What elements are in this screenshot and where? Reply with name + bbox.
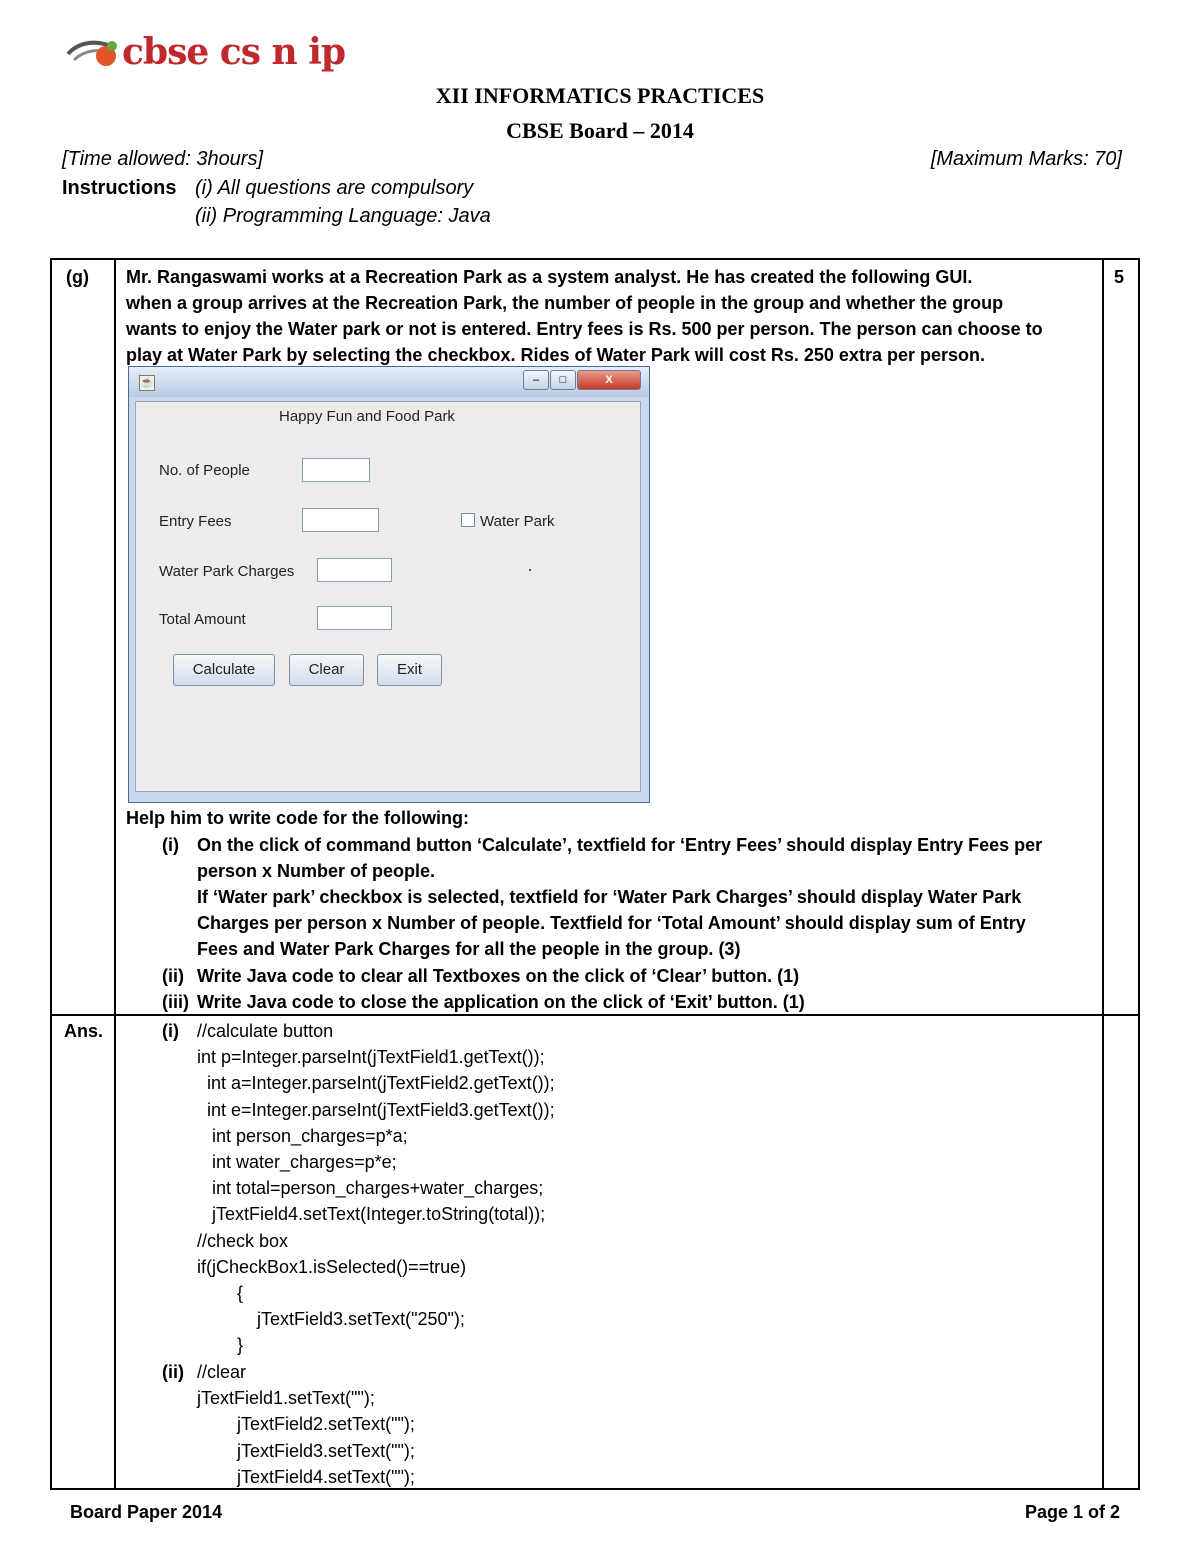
table-divider (1102, 260, 1104, 1488)
time-allowed: [Time allowed: 3hours] (62, 148, 264, 170)
part-label: (i) (162, 835, 179, 855)
part-text-line: Write Java code to clear all Textboxes on the click of ‘Clear’ button. (1) (197, 966, 800, 986)
answer-part-label: (i) (162, 1021, 179, 1041)
clear-button[interactable]: Clear (289, 654, 364, 686)
answer-label: Ans. (64, 1021, 104, 1041)
total-amount-input[interactable] (317, 606, 392, 630)
label-entry-fees: Entry Fees (159, 513, 232, 530)
part-text-line: Charges per person x Number of people. Textfield for ‘Total Amount’ should display sum of Entry (197, 913, 1026, 933)
code-line: if(jCheckBox1.isSelected()==true) (197, 1256, 467, 1277)
part-text-line: If ‘Water park’ checkbox is selected, textfield for ‘Water Park Charges’ should display Water Park (197, 887, 1022, 907)
question-text-line: when a group arrives at the Recreation Park, the number of people in the group and whether the group (126, 293, 1004, 313)
stray-dot (529, 569, 531, 571)
code-line: //clear (197, 1362, 247, 1382)
water-charges-input[interactable] (317, 558, 392, 582)
minimize-button[interactable]: – (523, 370, 549, 390)
part-text-line: Fees and Water Park Charges for all the people in the group. (3) (197, 939, 741, 959)
logo (66, 30, 345, 74)
code-line: //check box (197, 1230, 289, 1251)
code-line: int total=person_charges+water_charges; (197, 1178, 544, 1199)
part-label: (ii) (162, 966, 184, 986)
part-text-line: Write Java code to close the application on the click of ‘Exit’ button. (1) (197, 992, 805, 1012)
footer-board-paper: Board Paper 2014 (70, 1502, 223, 1522)
code-line: int p=Integer.parseInt(jTextField1.getText()); (197, 1047, 545, 1068)
code-line: int e=Integer.parseInt(jTextField3.getText()); (197, 1099, 555, 1120)
code-line: jTextField1.setText(""); (197, 1388, 375, 1409)
label-total-amount: Total Amount (159, 611, 246, 628)
code-line: jTextField2.setText(""); (197, 1414, 415, 1435)
question-number: (g) (66, 267, 89, 287)
question-text-line: wants to enjoy the Water park or not is entered. Entry fees is Rs. 500 per person. The person can choose to (126, 319, 1043, 339)
label-water-park-charges: Water Park Charges (159, 563, 295, 580)
max-marks: [Maximum Marks: 70] (930, 148, 1122, 170)
code-line: int a=Integer.parseInt(jTextField2.getText()); (197, 1073, 555, 1094)
java-cup-icon: ☕ (140, 377, 154, 389)
instructions-label: Instructions (62, 177, 177, 199)
page-subtitle: CBSE Board – 2014 (506, 118, 694, 143)
close-button[interactable]: X (577, 370, 641, 390)
logo-swoosh-icon (66, 32, 126, 72)
calculate-button[interactable]: Calculate (173, 654, 275, 686)
water-park-checkbox[interactable] (461, 513, 475, 527)
exit-button[interactable]: Exit (377, 654, 442, 686)
question-text-line: play at Water Park by selecting the checkbox. Rides of Water Park will cost Rs. 250 extra per person. (126, 345, 985, 365)
code-line: jTextField4.setText(""); (197, 1466, 415, 1487)
question-text-line: Mr. Rangaswami works at a Recreation Park as a system analyst. He has created the following GUI. (126, 267, 973, 287)
label-no-of-people: No. of People (159, 462, 250, 479)
code-line: jTextField3.setText(""); (197, 1440, 415, 1461)
code-line: int person_charges=p*a; (197, 1125, 408, 1146)
entry-fees-input[interactable] (302, 508, 379, 532)
code-line: jTextField4.setText(Integer.toString(total)); (197, 1204, 546, 1225)
part-text-line: person x Number of people. (197, 861, 436, 881)
code-line: } (197, 1335, 244, 1356)
people-input[interactable] (302, 458, 370, 482)
page-title: XII INFORMATICS PRACTICES (435, 83, 765, 108)
water-park-label: Water Park (480, 513, 555, 530)
instruction-2: (ii) Programming Language: Java (195, 205, 491, 227)
code-line: jTextField3.setText("250"); (197, 1309, 465, 1330)
part-text-line: On the click of command button ‘Calculate’, textfield for ‘Entry Fees’ should display Entry Fees per (197, 835, 1043, 855)
table-divider (114, 260, 116, 1488)
instruction-1: (i) All questions are compulsory (195, 177, 474, 199)
code-line: //calculate button (197, 1021, 334, 1041)
window-content (135, 401, 641, 792)
help-line: Help him to write code for the following: (126, 808, 469, 828)
question-marks: 5 (1114, 267, 1125, 287)
part-label: (iii) (162, 992, 189, 1012)
java-window (128, 366, 650, 803)
maximize-button[interactable]: □ (550, 370, 576, 390)
answer-part-label: (ii) (162, 1362, 184, 1382)
window-titlebar (129, 367, 649, 397)
gui-heading: Happy Fun and Food Park (279, 408, 455, 425)
code-line: { (197, 1283, 244, 1303)
logo-text: cbse cs n ip (122, 31, 346, 73)
footer-page-number: Page 1 of 2 (1024, 1502, 1120, 1522)
code-line: int water_charges=p*e; (197, 1152, 397, 1172)
